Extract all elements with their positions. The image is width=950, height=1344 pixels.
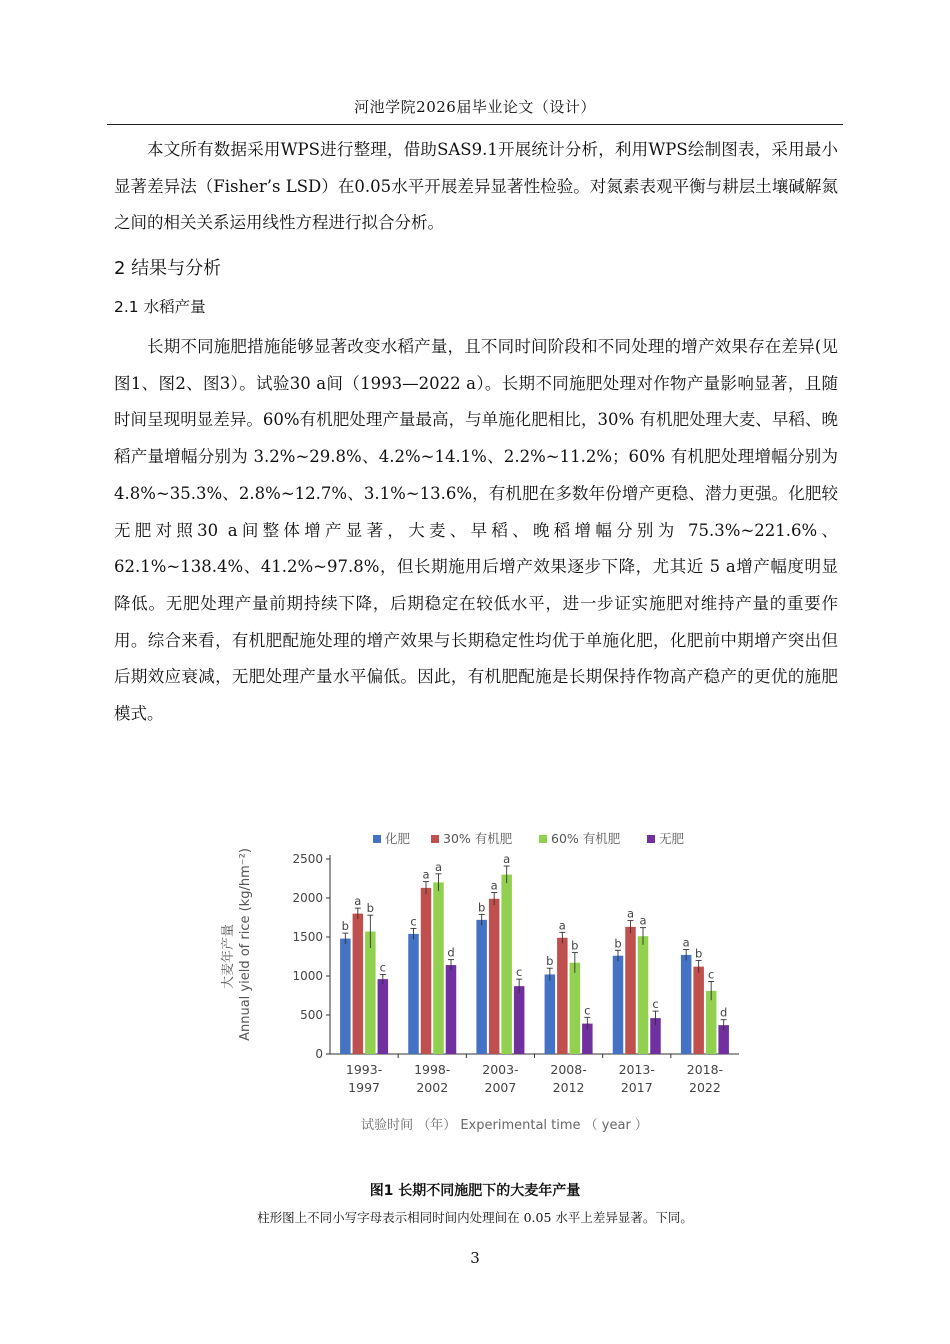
figure-note: 柱形图上不同小写字母表示相同时间内处理间在 0.05 水平上差异显著。下同。 <box>257 1210 693 1225</box>
bar <box>353 914 364 1054</box>
bar <box>638 936 649 1054</box>
page-number: 3 <box>470 1249 480 1267</box>
legend-label: 无肥 <box>659 831 685 846</box>
legend-swatch <box>373 835 381 843</box>
bar <box>570 963 581 1054</box>
x-tick-label: 2022 <box>689 1080 721 1095</box>
significance-letter: c <box>410 914 417 929</box>
significance-letter: b <box>546 954 554 969</box>
yield-chart-svg <box>220 828 740 1148</box>
paragraph-methods <box>114 132 838 242</box>
bar <box>489 899 500 1054</box>
bar <box>408 934 419 1054</box>
x-tick-label: 2007 <box>484 1080 517 1095</box>
bar <box>476 920 487 1054</box>
significance-letter: a <box>422 867 430 882</box>
paragraph-methods-text: 本文所有数据采用WPS进行整理，借助SAS9.1开展统计分析，利用WPS绘制图表，采用最小显著差异法（Fisher’s LSD）在0.05水平开展差异显著性检验。对氮素表观平衡与耕层土壤碱解氮之间的相关关系运用线性方程进行拟合分析。 <box>114 140 838 233</box>
x-tick-label: 2003- <box>482 1062 519 1077</box>
bar <box>446 965 457 1054</box>
y-tick-label: 2500 <box>292 852 323 866</box>
bar <box>706 991 717 1054</box>
significance-letter: a <box>354 894 362 909</box>
significance-letter: a <box>490 878 498 893</box>
x-tick-label: 2012 <box>552 1080 585 1095</box>
header-rule <box>107 124 843 125</box>
x-tick-label: 2018- <box>686 1062 724 1077</box>
y-tick-label: 500 <box>300 1008 323 1022</box>
significance-letter: a <box>626 906 635 921</box>
bar <box>545 974 556 1054</box>
bar <box>557 938 568 1054</box>
page-header: 河池学院2026届毕业论文（设计） <box>354 98 596 116</box>
significance-letter: c <box>379 960 386 975</box>
x-tick-label: 2013- <box>618 1062 655 1077</box>
bar <box>693 967 704 1054</box>
significance-letter: c <box>708 967 715 982</box>
significance-letter: b <box>571 938 579 953</box>
x-tick-label: 2008- <box>550 1062 587 1077</box>
paragraph-results <box>114 329 838 733</box>
significance-letter: c <box>584 1003 591 1018</box>
significance-letter: d <box>447 945 455 960</box>
significance-letter: a <box>434 859 443 874</box>
paragraph-results-text: 长期不同施肥措施能够显著改变水稻产量，且不同时间阶段和不同处理的增产效果存在差异(见图1、图2、图3）。试验30 a间（1993—2022 a）。长期不同施肥处理对作物产量影响显著，且随时间呈现明显差异。60%有机肥处理产量最高，与单施化肥相比，30% 有机肥处理大麦、早稻、晚稻产量增幅分别为 3.2%~29.8%、4.2%~14.1%、2.2%~11.2%；60% 有机肥处理增幅分别为 4.8%~35.3%、2.8%~12.7%、3.1%~13.6%，有机肥在多数年份增产更稳、潜力更强。化肥较无肥对照30 a间整体增产显著，大麦、早稻、晚稻增幅分别为 75.3%~221.6%、62.1%~138.4%、41.2%~97.8%，但长期施用后增产效果逐步下降，尤其近 5 a增产幅度明显降低。无肥处理产量前期持续下降，后期稳定在较低水平，进一步证实施肥对维持产量的重要作用。综合来看，有机肥配施处理的增产效果与长期稳定性均优于单施化肥，化肥前中期增产突出但后期效应衰减，无肥处理产量水平偏低。因此，有机肥配施是长期保持作物高产稳产的更优的施肥模式。 <box>114 337 838 724</box>
legend-swatch <box>647 835 655 843</box>
bar <box>421 888 432 1054</box>
bar <box>681 955 692 1054</box>
y-tick-label: 1000 <box>292 969 323 983</box>
y-tick-label: 1500 <box>292 930 323 944</box>
section-heading: 2 结果与分析 <box>114 258 222 279</box>
legend-swatch <box>431 835 439 843</box>
significance-letter: a <box>503 852 511 867</box>
significance-letter: d <box>720 1005 728 1020</box>
legend-label: 30% 有机肥 <box>443 831 513 846</box>
significance-letter: b <box>478 900 486 915</box>
x-tick-label: 1997 <box>348 1080 380 1095</box>
y-axis-label-en: Annual yield of rice (kg/hm⁻²) <box>238 848 253 1041</box>
x-tick-label: 2002 <box>416 1080 449 1095</box>
bar <box>625 927 636 1054</box>
bar <box>613 956 624 1054</box>
significance-letter: b <box>695 946 703 961</box>
significance-letter: b <box>366 901 374 916</box>
bar <box>514 986 525 1054</box>
yield-chart <box>220 828 740 1148</box>
significance-letter: a <box>558 918 566 933</box>
y-axis-label-cn: 大麦年产量 <box>221 923 236 990</box>
legend-label: 化肥 <box>385 831 411 846</box>
x-axis-title: 试验时间 （年） Experimental time （ year ） <box>361 1118 648 1133</box>
bar <box>340 939 351 1054</box>
y-tick-label: 0 <box>315 1047 323 1061</box>
significance-letter: a <box>639 913 647 928</box>
significance-letter: a <box>682 935 690 950</box>
x-tick-label: 1993- <box>345 1062 383 1077</box>
significance-letter: b <box>614 936 622 951</box>
y-tick-label: 2000 <box>292 891 323 905</box>
bar <box>433 882 444 1054</box>
bar <box>365 932 376 1054</box>
x-tick-label: 1998- <box>414 1062 451 1077</box>
x-tick-label: 2017 <box>620 1080 653 1095</box>
bar <box>378 979 389 1054</box>
legend-label: 60% 有机肥 <box>551 831 621 846</box>
significance-letter: c <box>652 997 659 1012</box>
subsection-heading: 2.1 水稻产量 <box>114 298 206 316</box>
significance-letter: b <box>341 919 349 934</box>
legend-swatch <box>539 835 547 843</box>
bar <box>501 875 512 1054</box>
significance-letter: c <box>516 965 523 980</box>
figure-caption: 图1 长期不同施肥下的大麦年产量 <box>369 1183 581 1199</box>
